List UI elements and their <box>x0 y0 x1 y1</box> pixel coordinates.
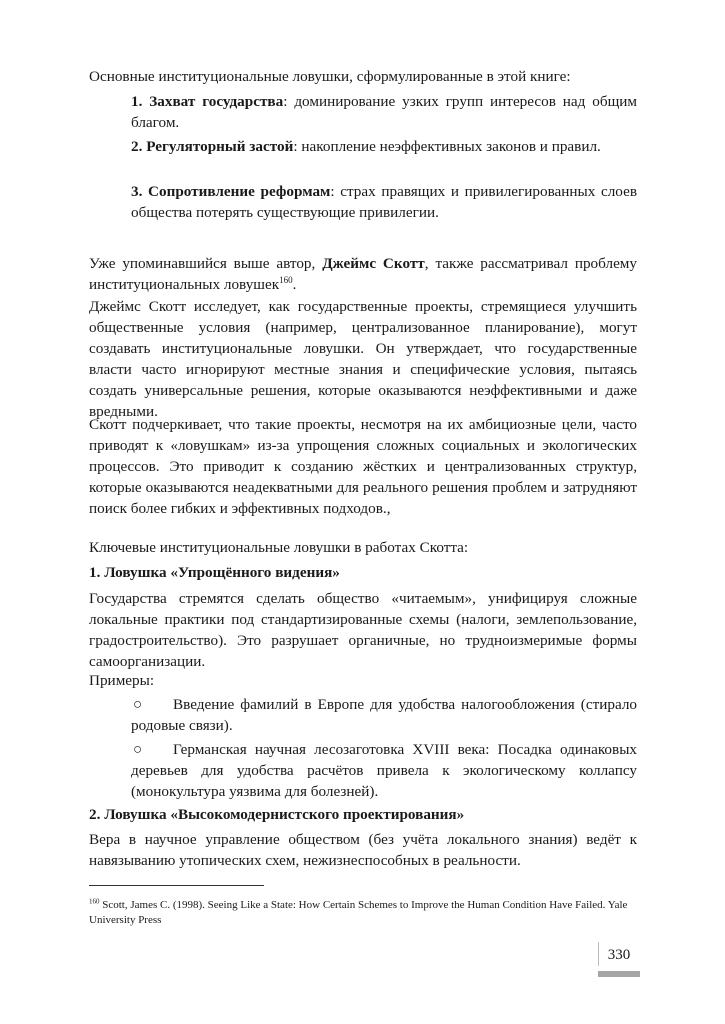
scott-intro-after: , также рассматривал проблему институциональных ловушек <box>89 255 638 293</box>
trap-item-3 <box>131 181 637 223</box>
author-name: Джеймс Скотт <box>322 255 425 272</box>
example-item-2 <box>131 739 637 802</box>
bullet-circle-icon: ○ <box>133 741 143 758</box>
scott-intro-end: . <box>292 276 297 293</box>
footnote-number: 160 <box>89 897 100 906</box>
example-text: Германская научная лесозаготовка XVIII века: Посадка одинаковых деревьев для удобства расчётов привела к экологическому коллапсу (монокультура уязвима для болезней). <box>131 741 637 800</box>
trap-item-2 <box>131 136 637 157</box>
section-1-heading: 1. Ловушка «Упрощённого видения» <box>89 564 340 581</box>
trap-description: : доминирование узких групп интересов над общим благом. <box>131 93 638 131</box>
bullet-circle-icon: ○ <box>133 696 143 713</box>
section-2-heading: 2. Ловушка «Высокомодернистского проектирования» <box>89 806 465 823</box>
footnote-text: Scott, James C. (1998). Seeing Like a State: How Certain Schemes to Improve the Human Condition Have Failed. Yale University Press <box>89 899 628 926</box>
footnote <box>89 898 649 928</box>
page-number: 330 <box>607 947 631 963</box>
paragraph-2: Скотт подчеркивает, что такие проекты, несмотря на их амбициозные цели, часто приводят к «ловушкам» из-за упрощения сложных социальных и экологических процессов. Это приводит к созданию жёстких и централизованных структур, которые оказываются неадекватными для реального решения проблем и затрудняют поиск более гибких и эффективных подходов., <box>89 416 637 517</box>
trap-item-1 <box>131 91 637 133</box>
trap-title: 2. Регуляторный застой <box>131 138 294 155</box>
trap-description: : накопление неэффективных законов и правил. <box>293 138 601 155</box>
example-text: Введение фамилий в Европе для удобства налогообложения (стирало родовые связи). <box>131 696 637 734</box>
key-traps-intro: Ключевые институциональные ловушки в работах Скотта: <box>89 539 469 556</box>
examples-label: Примеры: <box>89 672 155 689</box>
section-2-text: Вера в научное управление обществом (без учёта локального знания) ведёт к навязыванию утопических схем, нежизнеспособных в реальности. <box>89 831 637 869</box>
footnote-divider <box>89 885 264 886</box>
trap-title: 1. Захват государства <box>131 93 284 110</box>
section-1-text: Государства стремятся сделать общество «читаемым», унифицируя сложные локальные практики под стандартизированные схемы (налоги, землепользование, градостроительство). Это разрушает органичные, но трудноизмеримые формы самоорганизации. <box>89 590 637 670</box>
footnote-reference[interactable]: 160 <box>279 274 293 285</box>
scott-intro-before: Уже упоминавшийся выше автор, <box>89 255 323 272</box>
intro-text: Основные институциональные ловушки, сформулированные в этой книге: <box>89 68 571 85</box>
example-item-1 <box>131 694 637 736</box>
paragraph-1: Джеймс Скотт исследует, как государственные проекты, стремящиеся улучшить общественные условия (например, централизованное планирование), могут создавать институциональные ловушки. Он утверждает, что государственные власти часто игнорируют местные знания и специфические условия, пытаясь создать универсальные решения, которые оказываются неэффективными и даже вредными. <box>89 298 637 420</box>
trap-description: : страх правящих и привилегированных слоев общества потерять существующие привилегии. <box>131 183 637 221</box>
page-number-bar <box>598 971 640 977</box>
scott-intro-paragraph <box>89 253 637 295</box>
trap-title: 3. Сопротивление реформам <box>131 183 331 200</box>
